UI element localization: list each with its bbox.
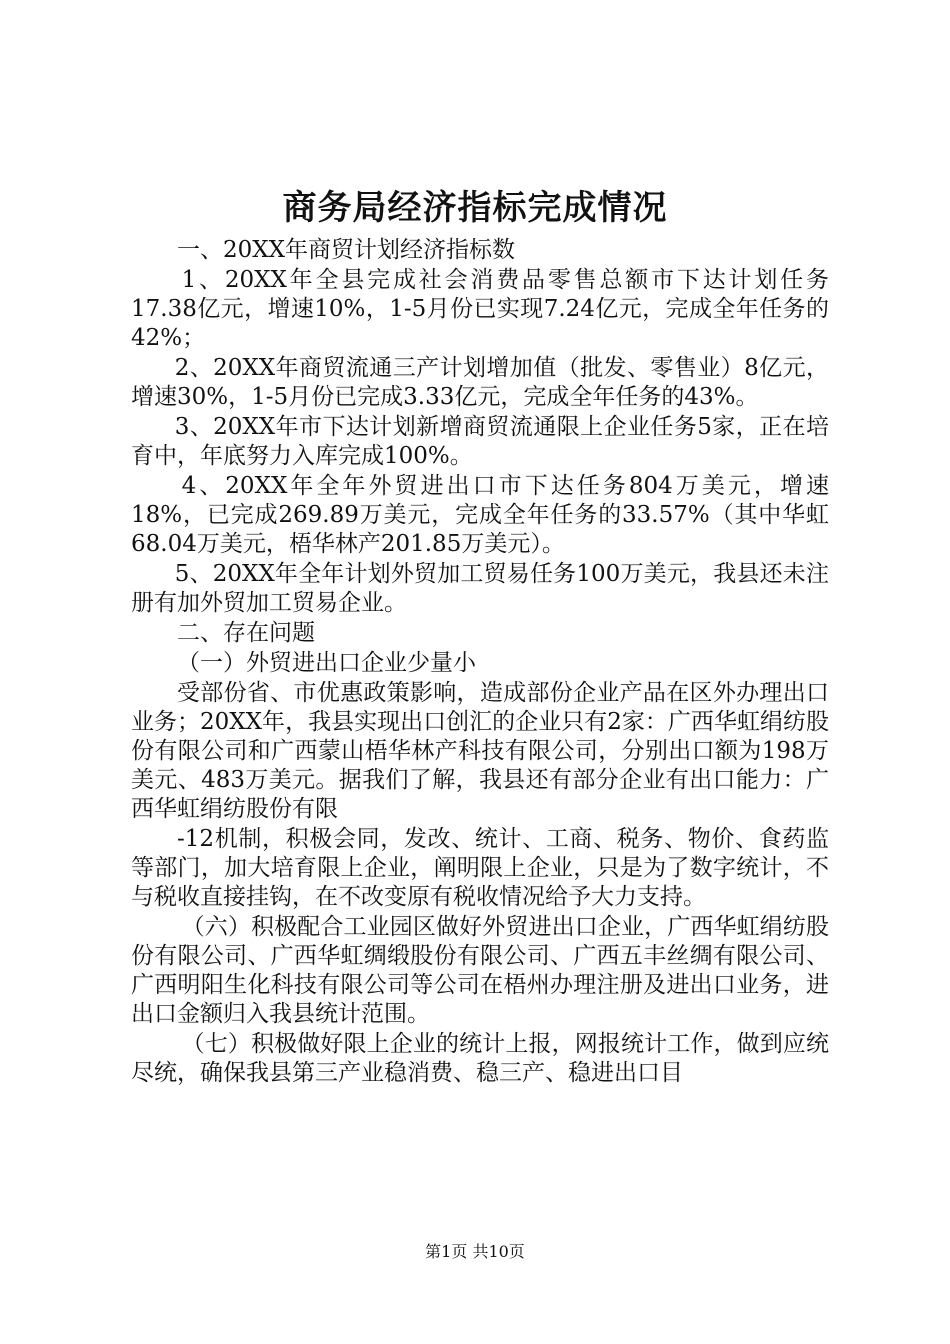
- paragraph-item-4: 4、20XX年全年外贸进出口市下达任务804万美元，增速18%，已完成269.89万美元，完成全年任务的33.57%（其中华虹68.04万美元，梧华林产201.85万美元）。: [131, 473, 829, 557]
- document-title: 商务局经济指标完成情况: [282, 188, 668, 228]
- paragraph-measure-6: （六）积极配合工业园区做好外贸进出口企业，广西华虹绢纺股份有限公司、广西华虹绸缎股份有限公司、广西五丰丝绸有限公司、广西明阳生化科技有限公司等公司在梧州办理注册及进出口业务，进出口金额归入我县统计范围。: [131, 914, 829, 1027]
- paragraph-measure-7: （七）积极做好限上企业的统计上报，网报统计工作，做到应统尽统，确保我县第三产业稳消费、稳三产、稳进出口目: [131, 1031, 829, 1086]
- section-heading-1: 一、20XX年商贸计划经济指标数: [177, 237, 516, 263]
- document-body: [131, 236, 829, 1089]
- page-number-footer: 第1页 共10页: [425, 1242, 525, 1261]
- paragraph-item-5: 5、20XX年全年计划外贸加工贸易任务100万美元，我县还未注册有加外贸加工贸易企业。: [131, 561, 829, 616]
- paragraph-item-3: 3、20XX年市下达计划新增商贸流通限上企业任务5家，正在培育中，年底努力入库完成100%。: [131, 414, 829, 469]
- subsection-heading-1: （一）外贸进出口企业少量小: [177, 650, 476, 676]
- paragraph-measures-cont: -12机制，积极会同，发改、统计、工商、税务、物价、食药监等部门，加大培育限上企业，阐明限上企业，只是为了数字统计，不与税收直接挂钩，在不改变原有税收情况给予大力支持。: [131, 826, 829, 910]
- paragraph-problem-1: 受部份省、市优惠政策影响，造成部份企业产品在区外办理出口业务；20XX年，我县实现出口创汇的企业只有2家：广西华虹绢纺股份有限公司和广西蒙山梧华林产科技有限公司，分别出口额为198万美元、483万美元。据我们了解，我县还有部分企业有出口能力：广西华虹绢纺股份有限: [131, 680, 829, 822]
- section-heading-2: 二、存在问题: [177, 620, 315, 646]
- paragraph-item-2: 2、20XX年商贸流通三产计划增加值（批发、零售业）8亿元，增速30%，1-5月份已完成3.33亿元，完成全年任务的43%。: [131, 355, 829, 410]
- paragraph-item-1: 1、20XX年全县完成社会消费品零售总额市下达计划任务17.38亿元，增速10%，1-5月份已实现7.24亿元，完成全年任务的42%；: [131, 267, 829, 351]
